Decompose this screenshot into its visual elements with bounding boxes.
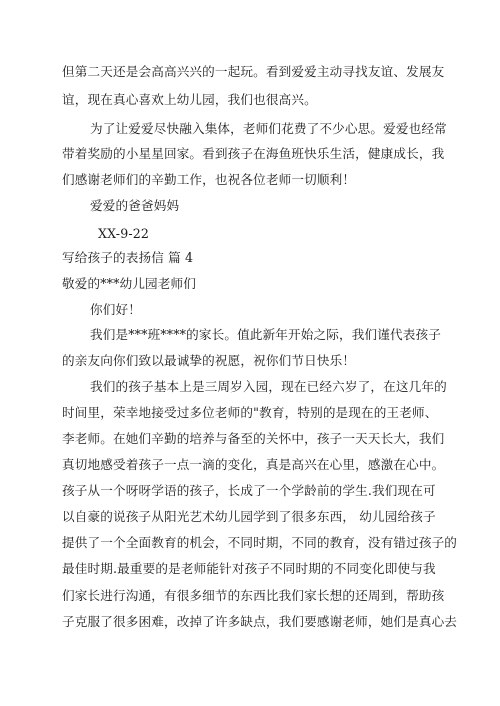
text-line: 我们是***班****的家长。值此新年开始之际，我们谨代表孩子 bbox=[90, 327, 441, 342]
greeting: 你们好！ bbox=[90, 302, 141, 317]
text-line: 带着奖励的小星星回家。看到孩子在海鱼班快乐生活，健康成长，我 bbox=[62, 146, 445, 161]
salutation: 敬爱的***幼儿园老师们 bbox=[62, 276, 197, 291]
text-line: 子克服了很多困难，改掉了许多缺点，我们要感谢老师，她们是真心去 bbox=[62, 614, 458, 629]
text-line: 最佳时期.最重要的是老师能针对孩子不同时期的不同变化即使与我 bbox=[62, 561, 436, 576]
text-line: 们感谢老师们的辛勤工作，也祝各位老师一切顺利！ bbox=[62, 172, 356, 187]
text-line: 的亲友向你们致以最诚挚的祝愿，祝你们节日快乐！ bbox=[62, 353, 356, 368]
text-line: 真切地感受着孩子一点一滴的变化，真是高兴在心里，感激在心中。 bbox=[62, 457, 445, 472]
text-line: 为了让爱爱尽快融入集体，老师们花费了不少心思。爱爱也经常 bbox=[90, 121, 447, 136]
text-line: 李老师。在她们辛勤的培养与备至的关怀中，孩子一天天长大，我们 bbox=[62, 431, 445, 446]
text-line: 但第二天还是会高高兴兴的一起玩。看到爱爱主动寻找友谊、发展友 bbox=[62, 64, 445, 79]
date: XX-9-22 bbox=[98, 226, 150, 241]
text-line: 孩子从一个呀呀学语的孩子，长成了一个学龄前的学生.我们现在可 bbox=[62, 483, 436, 498]
text-line: 我们的孩子基本上是三周岁入园，现在已经六岁了，在这几年的 bbox=[90, 379, 447, 394]
section-heading: 写给孩子的表扬信 篇 4 bbox=[62, 250, 194, 265]
text-line: 提供了一个全面教育的机会，不同时期，不同的教育，没有错过孩子的 bbox=[62, 535, 458, 550]
text-line: 们家长进行沟通，有很多细节的东西比我们家长想的还周到，帮助孩 bbox=[62, 588, 445, 603]
text-line: 谊，现在真心喜欢上幼儿园，我们也很高兴。 bbox=[62, 92, 317, 107]
text-line: 时间里，荣幸地接受过多位老师的"教育，特别的是现在的王老师、 bbox=[62, 405, 438, 420]
text-line: 以自豪的说孩子从阳光艺术幼儿园学到了很多东西， 幼儿园给孩子 bbox=[62, 509, 436, 524]
signature: 爱爱的爸爸妈妈 bbox=[90, 198, 180, 213]
